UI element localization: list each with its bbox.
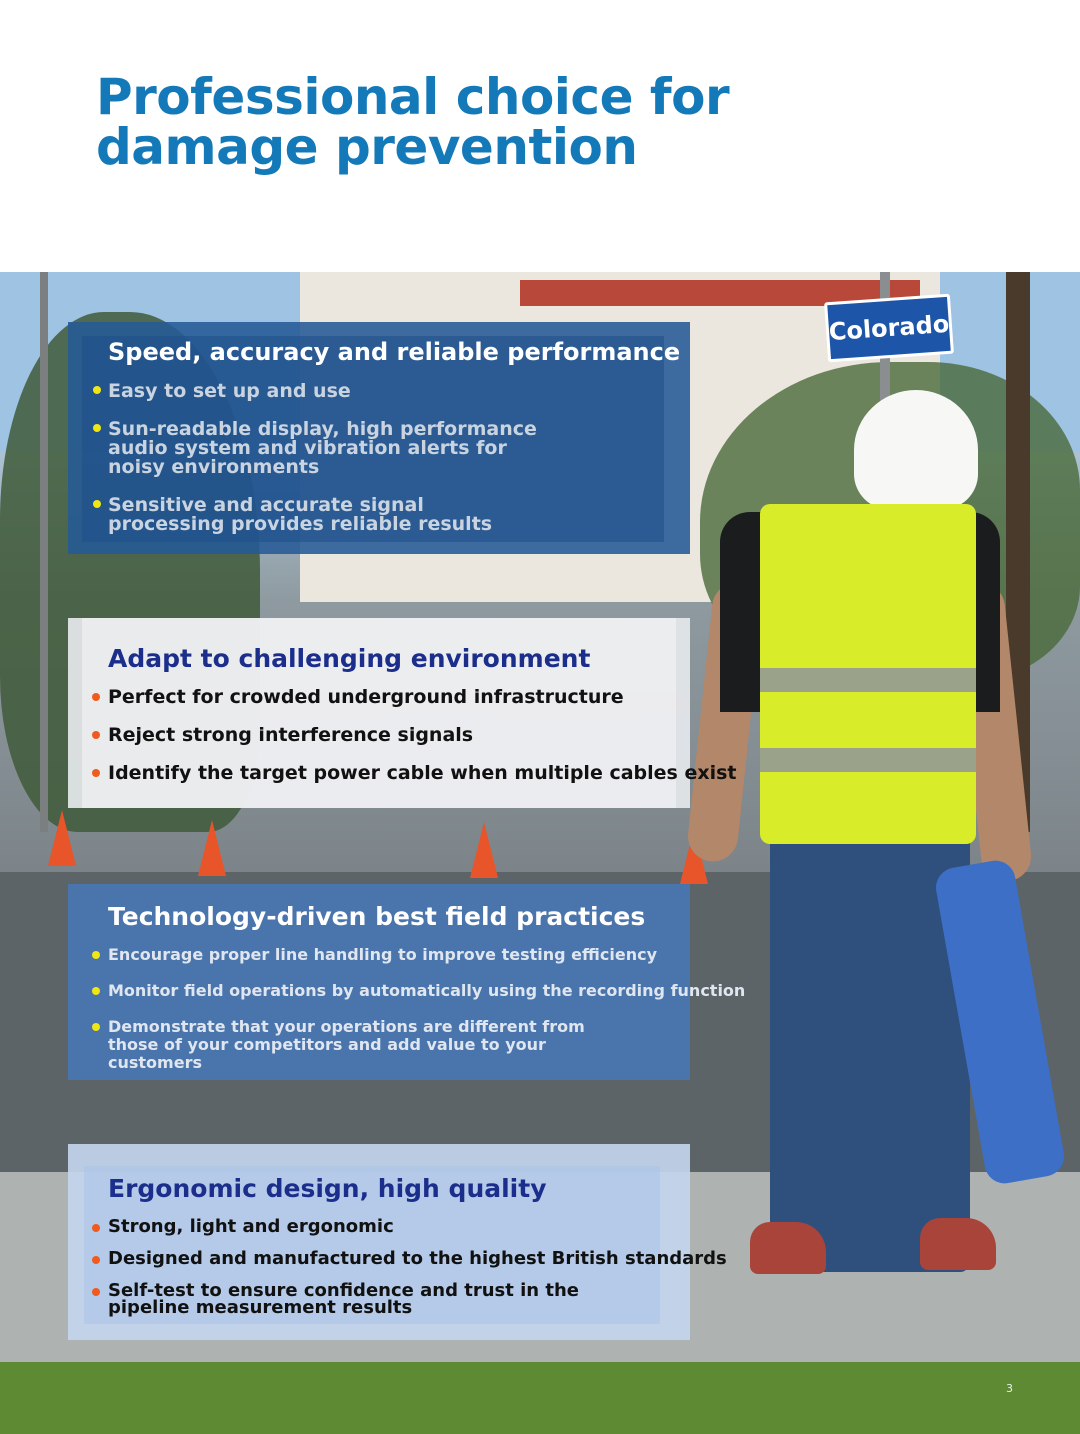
- list-item: Sun-readable display, high performance audio system and vibration alerts for noisy environments: [108, 420, 548, 477]
- list-item: Sensitive and accurate signal processing provides reliable results: [108, 496, 528, 534]
- list-item: Monitor field operations by automatically using the recording function: [108, 982, 745, 1000]
- vest-reflective-stripe: [760, 668, 976, 692]
- work-boot: [750, 1222, 826, 1274]
- street-sign: Colorado: [824, 294, 954, 363]
- traffic-cone-icon: [48, 810, 76, 866]
- feature-panel-performance: [68, 322, 690, 554]
- panel-title: Adapt to challenging environment: [108, 644, 591, 673]
- panel-title: Speed, accuracy and reliable performance: [108, 338, 681, 366]
- list-item: Designed and manufactured to the highest British standards: [108, 1250, 727, 1267]
- panel-title: Ergonomic design, high quality: [108, 1174, 547, 1203]
- vest-reflective-stripe: [760, 748, 976, 772]
- traffic-cone-icon: [470, 822, 498, 878]
- bullet-icon: [92, 987, 100, 995]
- page-title-line-1: Professional choice for: [96, 68, 730, 126]
- hard-hat-icon: [854, 390, 978, 510]
- traffic-cone-icon: [198, 820, 226, 876]
- bullet-icon: [92, 693, 100, 701]
- bullet-icon: [92, 1256, 100, 1264]
- feature-panel-ergonomic: [68, 1144, 727, 1340]
- page-number: 3: [1006, 1382, 1013, 1395]
- list-item: Self-test to ensure confidence and trust in the pipeline measurement results: [108, 1282, 628, 1316]
- bullet-icon: [92, 769, 100, 777]
- bullet-icon: [92, 951, 100, 959]
- grass: [0, 1362, 1080, 1434]
- bullet-icon: [92, 1288, 100, 1296]
- list-item: Demonstrate that your operations are different from those of your competitors and add value to your customers: [108, 1018, 608, 1072]
- bullet-icon: [92, 1023, 100, 1031]
- list-item: Strong, light and ergonomic: [108, 1218, 394, 1235]
- bullet-icon: [92, 731, 100, 739]
- feature-panel-field-practices: [68, 884, 746, 1080]
- page-title-line-2: damage prevention: [96, 118, 638, 176]
- list-item: Identify the target power cable when multiple cables exist: [108, 762, 737, 784]
- list-item: Easy to set up and use: [108, 382, 668, 401]
- page-title: [96, 68, 796, 176]
- bullet-icon: [93, 500, 101, 508]
- list-item: Perfect for crowded underground infrastructure: [108, 686, 624, 708]
- bullet-icon: [93, 386, 101, 394]
- list-item: Encourage proper line handling to improve testing efficiency: [108, 946, 657, 964]
- work-boot: [920, 1218, 996, 1270]
- bullet-icon: [93, 424, 101, 432]
- bullet-icon: [92, 1224, 100, 1232]
- traffic-pole: [40, 272, 48, 832]
- feature-panel-environment: [68, 618, 737, 808]
- panel-title: Technology-driven best field practices: [108, 902, 646, 931]
- list-item: Reject strong interference signals: [108, 724, 473, 746]
